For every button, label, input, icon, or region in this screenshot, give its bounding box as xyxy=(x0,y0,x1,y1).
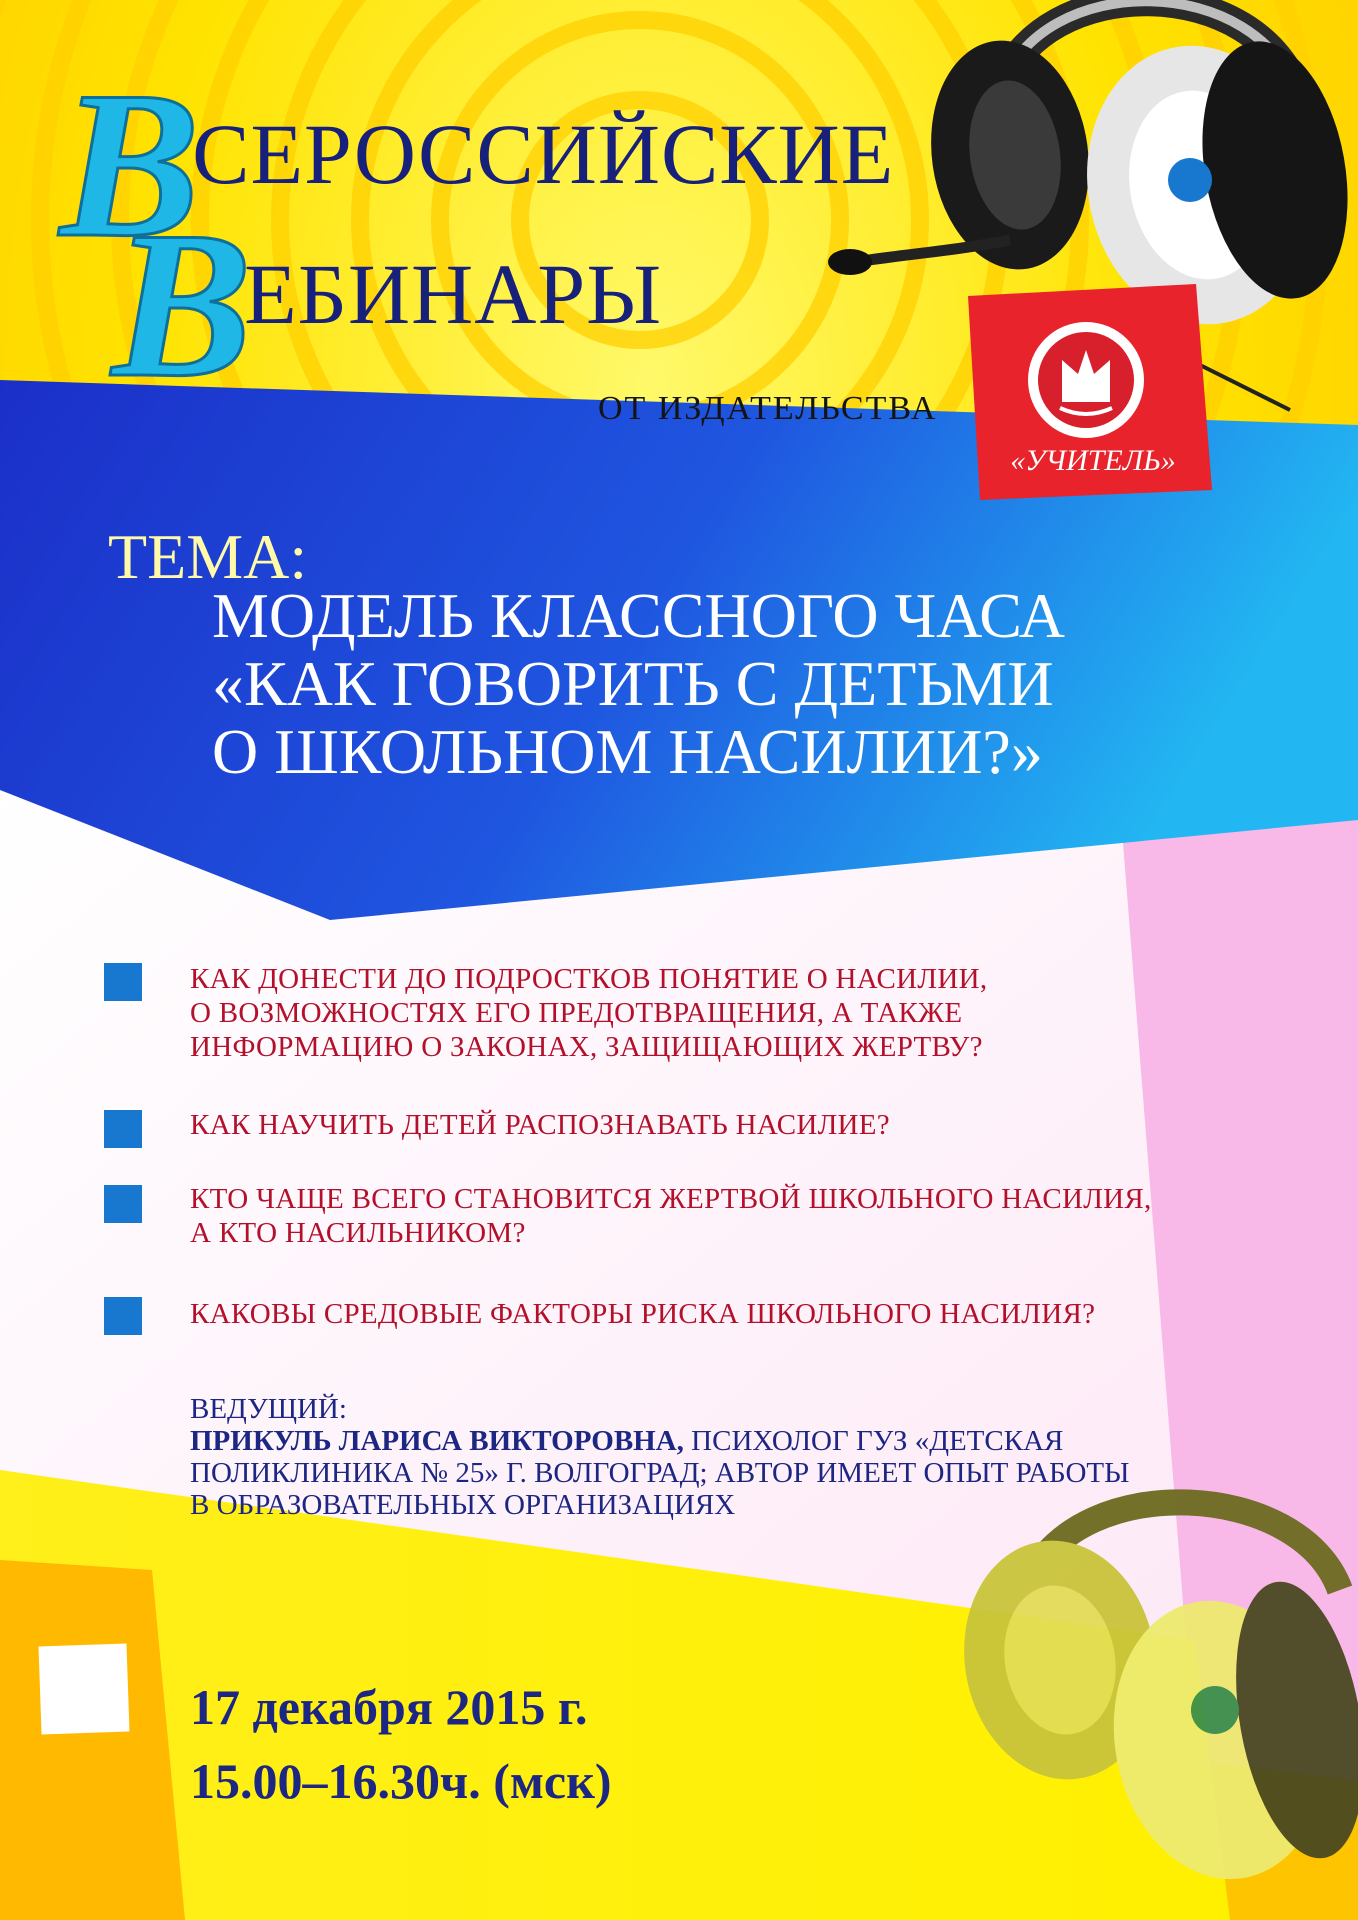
question-1 xyxy=(190,962,987,1064)
question-4 xyxy=(190,1297,1095,1331)
topic-line-2: «КАК ГОВОРИТЬ С ДЕТЬМИ xyxy=(212,648,1054,719)
title-line-2 xyxy=(112,189,663,421)
question-2-line-1: КАК НАУЧИТЬ ДЕТЕЙ РАСПОЗНАВАТЬ НАСИЛИЕ? xyxy=(190,1109,890,1141)
event-time: 15.00–16.30ч. (мск) xyxy=(190,1753,612,1809)
bullet-square-3 xyxy=(104,1185,142,1223)
question-3 xyxy=(190,1182,1152,1250)
question-2 xyxy=(190,1108,890,1142)
bullet-square-4 xyxy=(104,1297,142,1335)
title-initial-2: В xyxy=(112,189,245,421)
question-1-line-1: КАК ДОНЕСТИ ДО ПОДРОСТКОВ ПОНЯТИЕ О НАСИЛИИ, xyxy=(190,963,988,995)
title-rest-2: ЕБИНАРЫ xyxy=(244,246,663,342)
event-date: 17 декабря 2015 г. xyxy=(190,1679,588,1735)
question-4-line-1: КАКОВЫ СРЕДОВЫЕ ФАКТОРЫ РИСКА ШКОЛЬНОГО НАСИЛИЯ? xyxy=(190,1298,1096,1330)
presenter-desc-1: ПСИХОЛОГ ГУЗ «ДЕТСКАЯ xyxy=(683,1425,1064,1457)
topic-title xyxy=(212,582,1065,786)
presenter-desc-3: В ОБРАЗОВАТЕЛЬНЫХ ОРГАНИЗАЦИЯХ xyxy=(190,1489,736,1521)
presenter-label: ВЕДУЩИЙ: xyxy=(190,1393,347,1425)
question-3-line-2: А КТО НАСИЛЬНИКОМ? xyxy=(190,1217,526,1249)
presenter-block xyxy=(190,1393,1129,1521)
publisher-label: ОТ ИЗДАТЕЛЬСТВА xyxy=(598,390,938,427)
question-1-line-3: ИНФОРМАЦИЮ О ЗАКОНАХ, ЗАЩИЩАЮЩИХ ЖЕРТВУ? xyxy=(190,1031,983,1063)
bullet-square-1 xyxy=(104,963,142,1001)
title-rest-1: СЕРОССИЙСКИЕ xyxy=(192,106,895,202)
topic-line-1: МОДЕЛЬ КЛАССНОГО ЧАСА xyxy=(212,580,1065,651)
presenter-line-1 xyxy=(190,1425,1129,1457)
logo-name: «УЧИТЕЛЬ» xyxy=(1010,444,1176,477)
presenter-name: ПРИКУЛЬ ЛАРИСА ВИКТОРОВНА, xyxy=(190,1425,684,1457)
title-initial-1: В xyxy=(60,49,193,281)
question-1-line-2: О ВОЗМОЖНОСТЯХ ЕГО ПРЕДОТВРАЩЕНИЯ, А ТАКЖЕ xyxy=(190,997,963,1029)
question-3-line-1: КТО ЧАЩЕ ВСЕГО СТАНОВИТСЯ ЖЕРТВОЙ ШКОЛЬНОГО НАСИЛИЯ, xyxy=(190,1183,1152,1215)
presenter-desc-2: ПОЛИКЛИНИКА № 25» Г. ВОЛГОГРАД; АВТОР ИМЕЕТ ОПЫТ РАБОТЫ xyxy=(190,1457,1130,1489)
topic-label: ТЕМА: xyxy=(108,521,308,592)
bullet-square-2 xyxy=(104,1110,142,1148)
topic-line-3: О ШКОЛЬНОМ НАСИЛИИ?» xyxy=(212,716,1043,787)
white-square xyxy=(38,1643,129,1734)
